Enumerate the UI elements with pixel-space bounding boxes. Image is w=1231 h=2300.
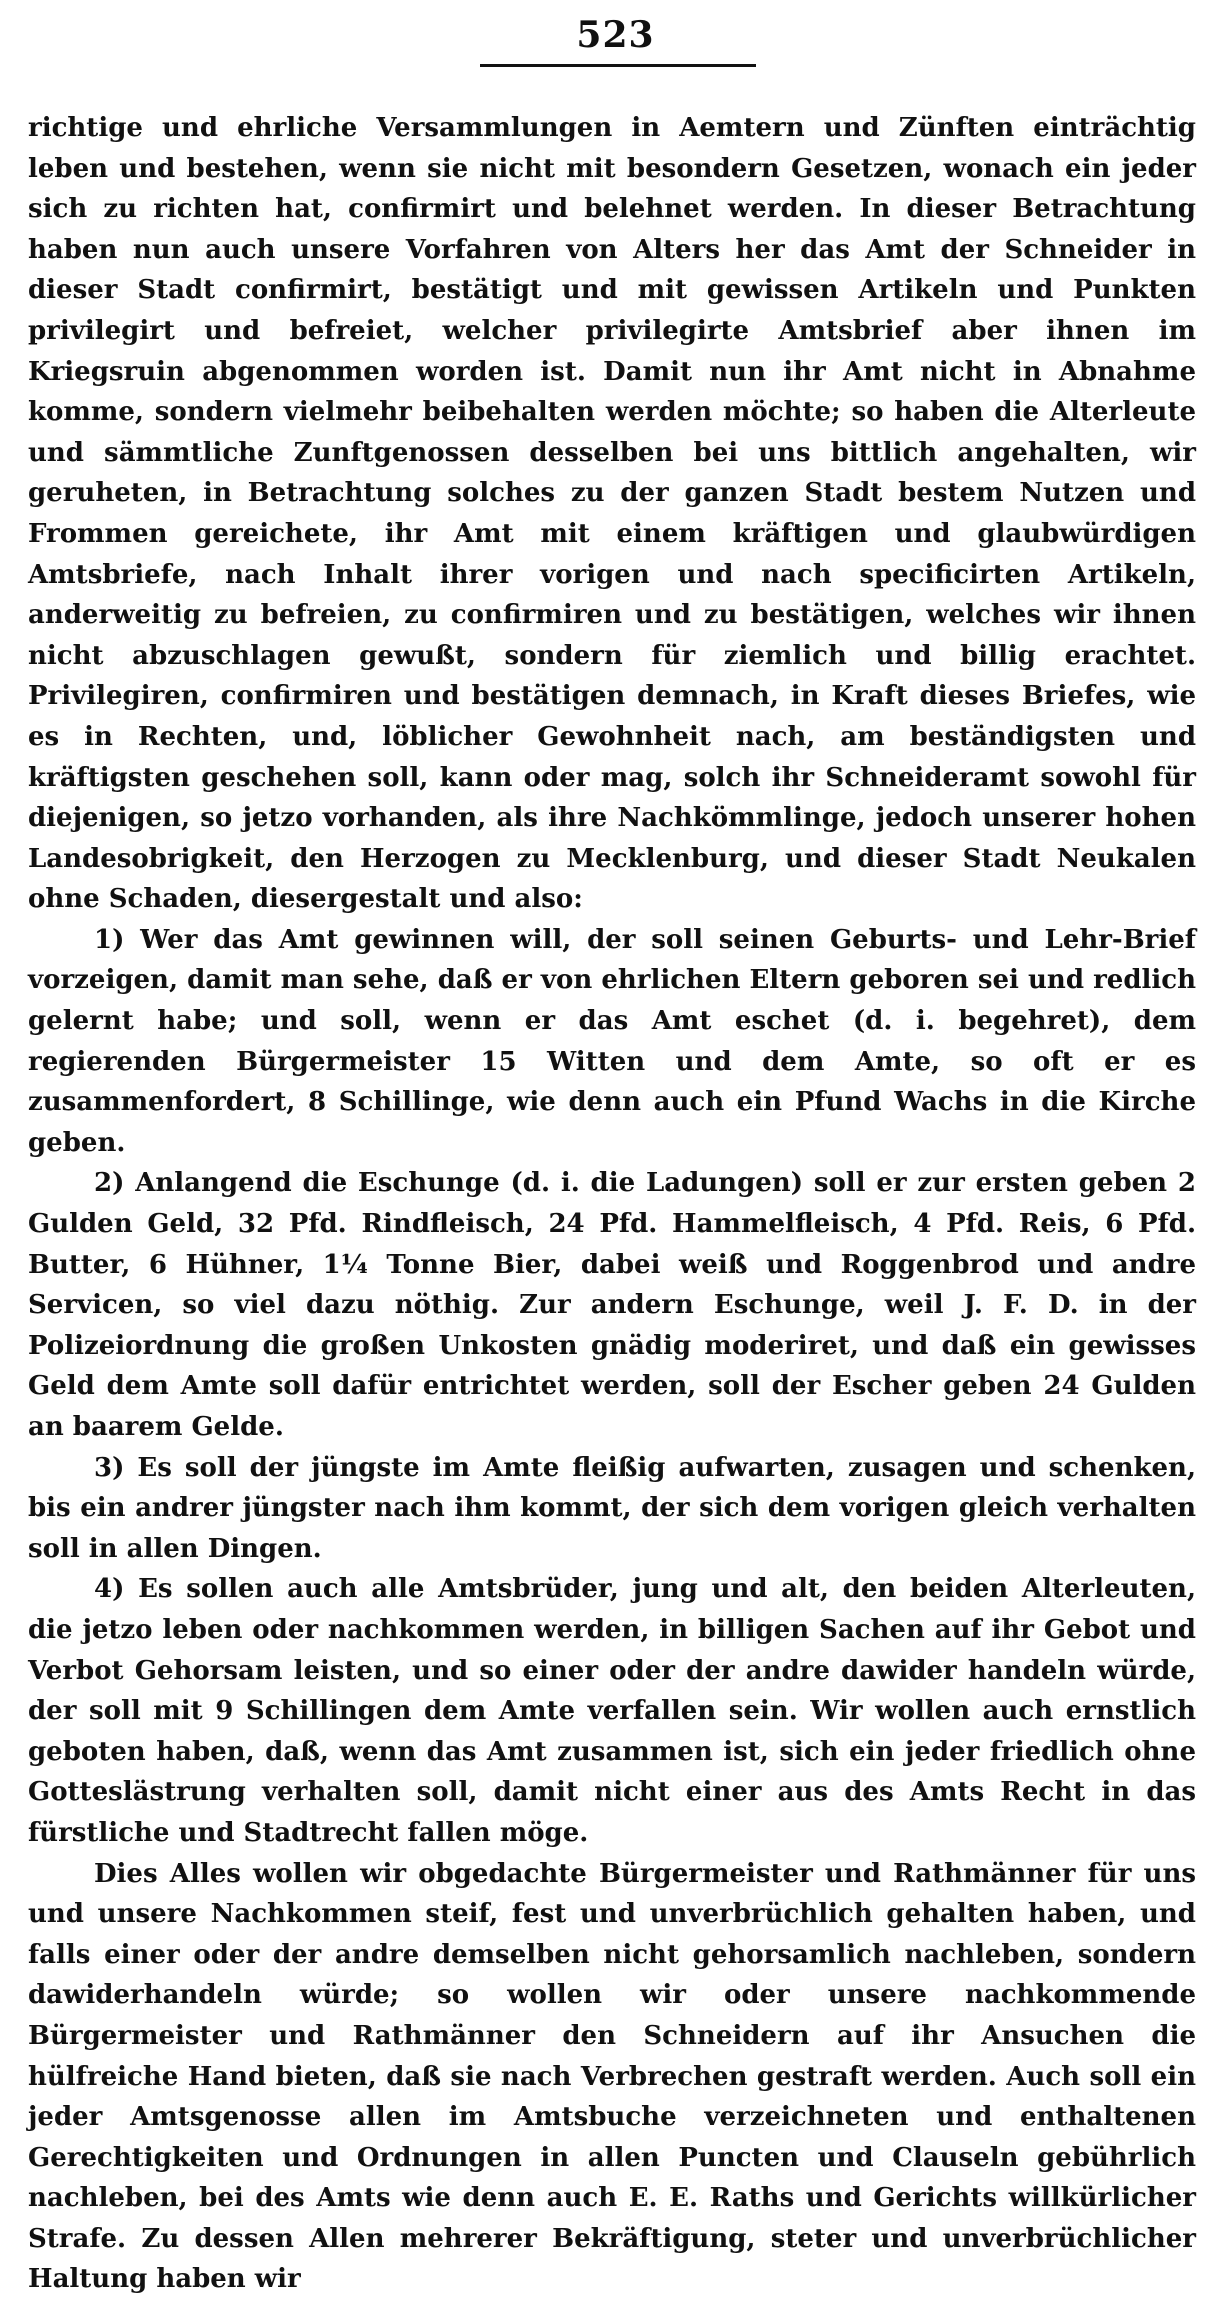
page-number: 523 [576, 14, 655, 56]
paragraph-intro: richtige und ehrliche Versammlungen in Aemtern und Zünften einträchtig leben und bestehen, wenn sie nicht mit besondern Gesetzen, wonach ein jeder sich zu richten hat, confirmirt und belehnet werden. In dieser Betrachtung haben nun auch unsere Vorfahren von Alters her das Amt der Schneider in dieser Stadt confirmirt, bestätigt und mit gewissen Artikeln und Punkten privilegirt und befreiet, welcher privilegirte Amtsbrief aber ihnen im Kriegsruin abgenommen worden ist. Damit nun ihr Amt nicht in Abnahme komme, sondern vielmehr beibehalten werden möchte; so haben die Alterleute und sämmtliche Zunftgenossen desselben bei uns bittlich angehalten, wir geruheten, in Betrachtung solches zu der ganzen Stadt bestem Nutzen und Frommen gereichete, ihr Amt mit einem kräftigen und glaubwürdigen Amtsbriefe, nach Inhalt ihrer vorigen und nach specificirten Artikeln, anderweitig zu befreien, zu confirmiren und zu bestätigen, welches wir ihnen nicht abzuschlagen gewußt, sondern für ziemlich und billig erachtet. Privilegiren, confirmiren und bestätigen demnach, in Kraft dieses Briefes, wie es in Rechten, und, löblicher Gewohnheit nach, am beständigsten und kräftigsten geschehen soll, kann oder mag, solch ihr Schneideramt sowohl für diejenigen, so jetzo vorhanden, als ihre Nachkömmlinge, jedoch unserer hohen Landesobrigkeit, den Herzogen zu Mecklenburg, und dieser Stadt Neukalen ohne Schaden, diesergestalt und also: [28, 113, 1196, 915]
paragraph-article-2: 2) Anlangend die Eschunge (d. i. die Ladungen) soll er zur ersten geben 2 Gulden Geld, 32 Pfd. Rindfleisch, 24 Pfd. Hammelfleisch, 4 Pfd. Reis, 6 Pfd. Butter, 6 Hühner, 1¼ Tonne Bier, dabei weiß und Roggenbrod und andre Servicen, so viel dazu nöthig. Zur andern Eschunge, weil J. F. D. in der Polizeiordnung die großen Unkosten gnädig moderiret, und daß ein gewisses Geld dem Amte soll dafür entrichtet werden, soll der Escher geben 24 Gulden an baarem Gelde. [28, 1168, 1196, 1442]
paragraph-article-4: 4) Es sollen auch alle Amtsbrüder, jung und alt, den beiden Alterleuten, die jetzo leben oder nachkommen werden, in billigen Sachen auf ihr Gebot und Verbot Gehorsam leisten, und so einer oder der andre dawider handeln würde, der soll mit 9 Schillingen dem Amte verfallen sein. Wir wollen auch ernstlich geboten haben, daß, wenn das Amt zusammen ist, sich ein jeder friedlich ohne Gotteslästrung verhalten soll, damit nicht einer aus des Amts Recht in das fürstliche und Stadtrecht fallen möge. [28, 1574, 1196, 1848]
paragraph-closing: Dies Alles wollen wir obgedachte Bürgermeister und Rathmänner für uns und unsere Nachkommen steif, fest und unverbrüchlich gehalten haben, und falls einer oder der andre demselben nicht gehorsamlich nachleben, sondern dawiderhandeln würde; so wollen wir oder unsere nachkommende Bürgermeister und Rathmänner den Schneidern auf ihr Ansuchen die hülfreiche Hand bieten, daß sie nach Verbrechen gestraft werden. Auch soll ein jeder Amtsgenosse allen im Amtsbuche verzeichneten und enthaltenen Gerechtigkeiten und Ordnungen in allen Puncten und Clauseln gebührlich nachleben, bei des Amts wie denn auch E. E. Raths und Gerichts willkürlicher Strafe. Zu dessen Allen mehrerer Bekräftigung, steter und unverbrüchlicher Haltung haben wir [28, 1858, 1196, 2295]
header-rule [480, 64, 756, 67]
paragraph-article-3: 3) Es soll der jüngste im Amte fleißig aufwarten, zusagen und schenken, bis ein andrer jüngster nach ihm kommt, der sich dem vorigen gleich verhalten soll in allen Dingen. [28, 1452, 1196, 1564]
body-text [28, 108, 1196, 2300]
paragraph-article-1: 1) Wer das Amt gewinnen will, der soll seinen Geburts- und Lehr-Brief vorzeigen, damit man sehe, daß er von ehrlichen Eltern geboren sei und redlich gelernt habe; und soll, wenn er das Amt eschet (d. i. begehret), dem regierenden Bürgermeister 15 Witten und dem Amte, so oft er es zusammenfordert, 8 Schillinge, wie denn auch ein Pfund Wachs in die Kirche geben. [28, 924, 1196, 1158]
